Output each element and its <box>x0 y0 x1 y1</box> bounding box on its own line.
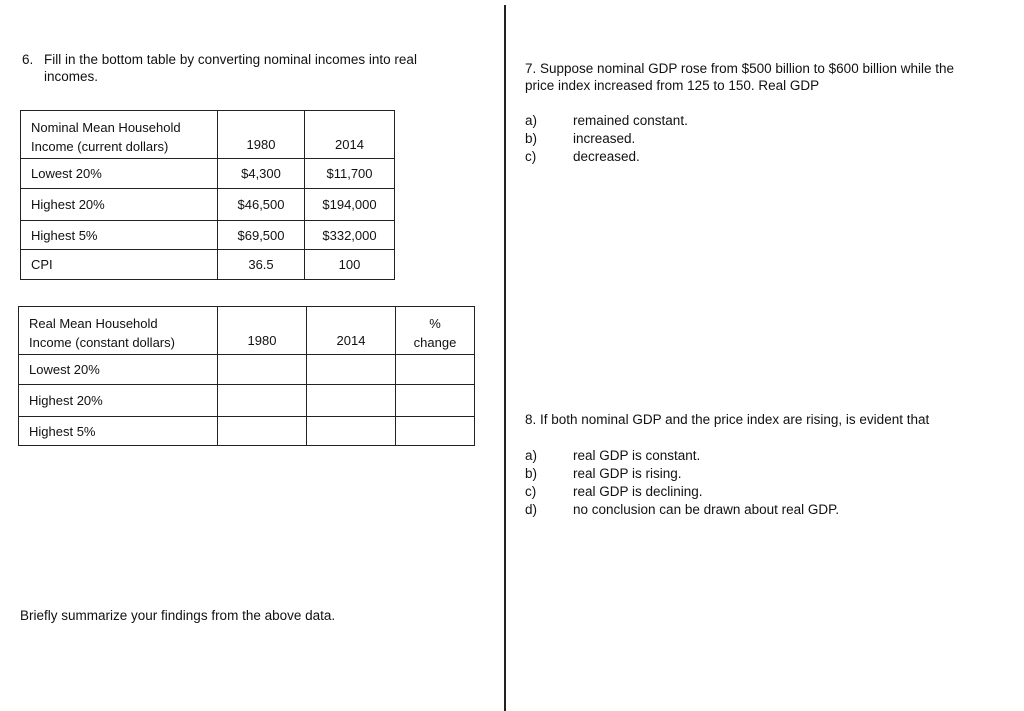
blank-cell[interactable] <box>307 355 396 385</box>
blank-cell[interactable] <box>396 385 475 417</box>
cell: 100 <box>305 250 395 280</box>
header-2014: 2014 <box>307 307 396 355</box>
blank-cell[interactable] <box>218 385 307 417</box>
option-text: real GDP is rising. <box>573 466 682 481</box>
table-row <box>19 417 475 446</box>
row-label: CPI <box>21 250 218 280</box>
table-header-row <box>21 111 395 159</box>
question-text-cont: price index increased from 125 to 150. Real GDP <box>525 78 820 93</box>
row-label: Highest 5% <box>21 221 218 250</box>
blank-cell[interactable] <box>218 417 307 446</box>
option <box>525 465 839 483</box>
header-label: Income (constant dollars) <box>29 334 175 350</box>
blank-cell[interactable] <box>396 417 475 446</box>
blank-cell[interactable] <box>396 355 475 385</box>
table-header-row <box>19 307 475 355</box>
header-label: Nominal Mean Household <box>31 119 181 135</box>
option-label: c) <box>525 484 537 499</box>
question-7-options <box>525 112 688 166</box>
option-text: decreased. <box>573 149 640 164</box>
option <box>525 130 688 148</box>
nominal-income-table <box>20 110 395 280</box>
question-text: Fill in the bottom table by converting nominal incomes into real <box>44 52 417 67</box>
table-row <box>21 159 395 189</box>
cell: $11,700 <box>305 159 395 189</box>
header-2014: 2014 <box>305 111 395 159</box>
row-label: Highest 20% <box>19 385 218 417</box>
blank-cell[interactable] <box>218 355 307 385</box>
summary-prompt: Briefly summarize your findings from the above data. <box>20 608 336 623</box>
option-label: d) <box>525 502 538 517</box>
option-label: b) <box>525 131 538 146</box>
blank-cell[interactable] <box>307 417 396 446</box>
option-text: remained constant. <box>573 113 688 128</box>
option <box>525 148 688 166</box>
question-text: 7. Suppose nominal GDP rose from $500 billion to $600 billion while the <box>525 61 955 76</box>
table-row <box>21 250 395 280</box>
option-text: real GDP is declining. <box>573 484 703 499</box>
option-text: real GDP is constant. <box>573 448 701 463</box>
cell: $69,500 <box>218 221 305 250</box>
table-row <box>19 355 475 385</box>
table-row <box>19 385 475 417</box>
option <box>525 447 839 465</box>
row-label: Lowest 20% <box>19 355 218 385</box>
header-1980: 1980 <box>218 307 307 355</box>
option-text: no conclusion can be drawn about real GDP. <box>573 502 840 517</box>
table-row <box>21 221 395 250</box>
option-label: b) <box>525 466 538 481</box>
row-label: Lowest 20% <box>21 159 218 189</box>
option <box>525 483 839 501</box>
row-label: Highest 20% <box>21 189 218 221</box>
option-label: c) <box>525 149 537 164</box>
option <box>525 112 688 130</box>
cell: 36.5 <box>218 250 305 280</box>
column-divider <box>504 5 506 711</box>
question-6-prompt <box>22 51 417 85</box>
cell: $332,000 <box>305 221 395 250</box>
header-1980: 1980 <box>218 111 305 159</box>
option-label: a) <box>525 113 538 128</box>
option <box>525 501 839 519</box>
cell: $4,300 <box>218 159 305 189</box>
question-8-options <box>525 447 839 519</box>
question-7-prompt <box>525 60 954 94</box>
header-label: Real Mean Household <box>29 315 158 331</box>
header-label: Income (current dollars) <box>31 138 169 154</box>
option-label: a) <box>525 448 538 463</box>
row-label: Highest 5% <box>19 417 218 446</box>
header-label: % <box>429 315 441 331</box>
blank-cell[interactable] <box>307 385 396 417</box>
question-number: 6. <box>22 52 34 67</box>
header-label: change <box>413 334 457 350</box>
table-row <box>21 189 395 221</box>
option-text: increased. <box>573 131 636 146</box>
cell: $46,500 <box>218 189 305 221</box>
cell: $194,000 <box>305 189 395 221</box>
real-income-table <box>18 306 475 446</box>
question-text-cont: incomes. <box>44 69 99 84</box>
question-8-prompt: 8. If both nominal GDP and the price index are rising, is evident that <box>525 412 930 427</box>
